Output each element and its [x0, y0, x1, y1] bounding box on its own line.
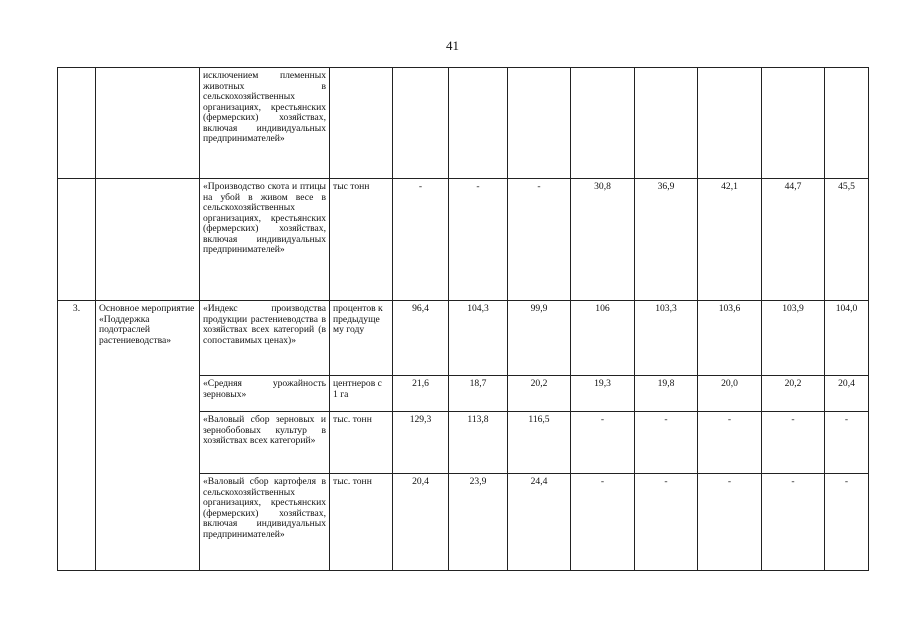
cell-value: - [825, 412, 869, 474]
cell-value: 99,9 [508, 301, 571, 376]
cell-number: 3. [58, 301, 96, 571]
cell-value [698, 68, 762, 179]
cell-value: - [635, 474, 698, 571]
cell-value: 129,3 [393, 412, 449, 474]
cell-value: 20,4 [393, 474, 449, 571]
cell-value: 45,5 [825, 179, 869, 301]
cell-unit: тыс. тонн [330, 412, 393, 474]
cell-value: 42,1 [698, 179, 762, 301]
cell-value: 44,7 [762, 179, 825, 301]
cell-indicator: «Индекс производства продукции растениеводства в хозяйствах всех категорий (в сопоставимых ценах)» [200, 301, 330, 376]
cell-value: 96,4 [393, 301, 449, 376]
cell-value: 21,6 [393, 376, 449, 412]
cell-value: 20,2 [762, 376, 825, 412]
cell-unit: тыс. тонн [330, 474, 393, 571]
cell-value: 23,9 [449, 474, 508, 571]
cell-value: 19,8 [635, 376, 698, 412]
cell-unit: центнеров с 1 га [330, 376, 393, 412]
cell-value [762, 68, 825, 179]
cell-value: 20,2 [508, 376, 571, 412]
cell-value: 19,3 [571, 376, 635, 412]
cell-value: 113,8 [449, 412, 508, 474]
cell-value: 103,9 [762, 301, 825, 376]
cell-value: - [698, 412, 762, 474]
cell-value: 104,3 [449, 301, 508, 376]
cell-value [393, 68, 449, 179]
cell-value: 20,0 [698, 376, 762, 412]
cell-value [449, 68, 508, 179]
cell-indicator: «Средняя урожайность зерновых» [200, 376, 330, 412]
cell-value: 24,4 [508, 474, 571, 571]
page-number: 41 [446, 38, 459, 53]
cell-value: 106 [571, 301, 635, 376]
cell-value: - [762, 412, 825, 474]
cell-value: - [698, 474, 762, 571]
indicators-table [57, 67, 869, 571]
cell-value: - [571, 412, 635, 474]
cell-value [825, 68, 869, 179]
cell-value: 36,9 [635, 179, 698, 301]
cell-value: 116,5 [508, 412, 571, 474]
cell-unit [330, 68, 393, 179]
cell-value: - [393, 179, 449, 301]
cell-value: - [825, 474, 869, 571]
cell-event [96, 179, 200, 301]
cell-value: - [762, 474, 825, 571]
cell-value: 18,7 [449, 376, 508, 412]
cell-event [96, 68, 200, 179]
cell-indicator: «Производство скота и птицы на убой в живом весе в сельскохозяйственных организациях, крестьянских (фермерских) хозяйствах, включая индивидуальных предпринимателей» [200, 179, 330, 301]
table-row [58, 301, 869, 376]
table-row [58, 179, 869, 301]
cell-number [58, 68, 96, 179]
cell-value [635, 68, 698, 179]
cell-number [58, 179, 96, 301]
cell-value [571, 68, 635, 179]
table-row [58, 68, 869, 179]
cell-indicator: «Валовый сбор картофеля в сельскохозяйственных организациях, крестьянских (фермерских) хозяйствах, включая индивидуальных предпринимателей» [200, 474, 330, 571]
cell-indicator: исключением племенных животных в сельскохозяйственных организациях, крестьянских (фермерских) хозяйствах, включая индивидуальных предпринимателей» [200, 68, 330, 179]
cell-value: - [571, 474, 635, 571]
cell-value: - [508, 179, 571, 301]
cell-event: Основное мероприятие «Поддержка подотраслей растениеводства» [96, 301, 200, 571]
cell-value: 103,6 [698, 301, 762, 376]
cell-unit: тыс тонн [330, 179, 393, 301]
cell-value: - [635, 412, 698, 474]
cell-value: 103,3 [635, 301, 698, 376]
cell-value: - [449, 179, 508, 301]
cell-value: 104,0 [825, 301, 869, 376]
cell-unit: процентов к предыдуще му году [330, 301, 393, 376]
cell-indicator: «Валовый сбор зерновых и зернобобовых культур в хозяйствах всех категорий» [200, 412, 330, 474]
cell-value [508, 68, 571, 179]
cell-value: 20,4 [825, 376, 869, 412]
cell-value: 30,8 [571, 179, 635, 301]
